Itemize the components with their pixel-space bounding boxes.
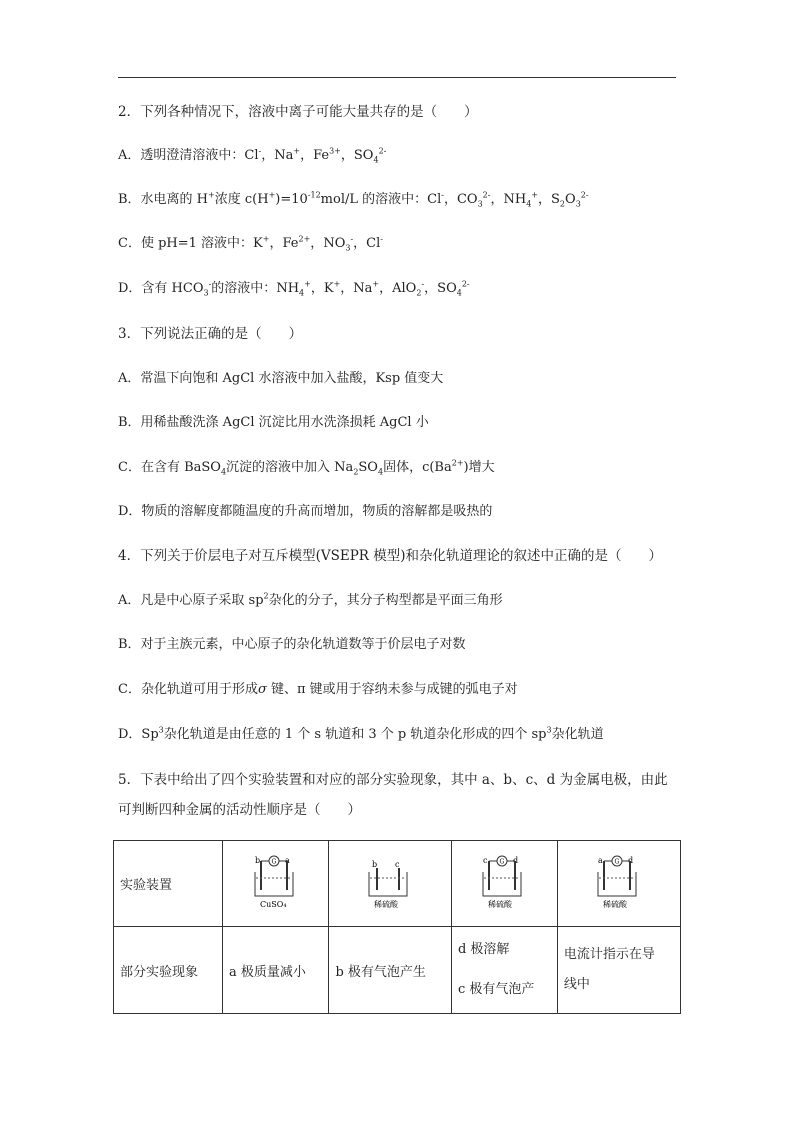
galvanic-cell-diagram [241,854,311,914]
svg-text:d: d [627,855,634,865]
q3-option-d: D．物质的溶解度都随温度的升高而增加，物质的溶解都是吸热的 [118,504,493,519]
observation-2: b 极有气泡产生 [329,927,452,1014]
svg-text:G: G [499,858,505,865]
svg-text:b: b [254,855,260,865]
q4-option-d: D．Sp$^3$杂化轨道是由任意的 1 个 s 轨道和 3 个 p 轨道杂化形成的四个 $sp^3$杂化轨道 [118,725,604,742]
apparatus-4 [557,841,680,927]
row-header-observations: 部分实验现象 [114,927,223,1014]
apparatus-3 [451,841,557,927]
q3-option-c: C．在含有 BaSO$_4$沉淀的溶液中加入 $Na_2SO_4$固体，$c(Ba^{2+})$增大 [118,458,495,477]
svg-text:b: b [372,859,378,869]
q5-stem-line2: 可判断四种金属的活动性顺序是（ ） [118,802,361,818]
q4-stem: 4．下列关于价层电子对互斥模型(VSEPR 模型)和杂化轨道理论的叙述中正确的是（ ） [118,548,663,564]
table-row-observations [114,927,681,1014]
galvanic-cell-diagram [584,854,654,914]
svg-text:稀硫酸: 稀硫酸 [374,899,399,909]
svg-text:CuSO₄: CuSO₄ [259,899,287,909]
svg-text:a: a [284,855,290,865]
q3-stem: 3．下列说法正确的是（ ） [118,326,303,342]
observation-4: 电流计指示在导 线中 [557,927,680,1014]
svg-text:c: c [483,855,488,865]
q2-option-c: C．使 pH=1 溶液中：K+，$Fe^{2+}$，$NO_3^-$，Cl- [118,234,383,253]
table-row-apparatus [114,841,681,927]
svg-text:d: d [513,855,519,865]
apparatus-1 [223,841,329,927]
observation-1: a 极质量减小 [223,927,329,1014]
observation-3: d 极溶解 c 极有气泡产 [451,927,557,1014]
q4-option-c: C．杂化轨道可用于形成σ 键、π 键或用于容纳未参与成键的弧电子对 [118,682,518,697]
row-header-apparatus: 实验装置 [114,841,223,927]
svg-text:稀硫酸: 稀硫酸 [488,899,513,909]
q3-option-b: B．用稀盐酸洗涤 AgCl 沉淀比用水洗涤损耗 AgCl 小 [118,415,429,430]
galvanic-cell-diagram [469,854,539,914]
q4-option-a: A．凡是中心原子采取 $sp^2$杂化的分子，其分子构型都是平面三角形 [118,591,503,608]
experiment-table [113,840,681,1014]
svg-text:G: G [271,858,277,865]
q2-stem: 2．下列各种情况下，溶液中离子可能大量共存的是（ ） [118,104,478,120]
q2-option-b: B．水电离的 H+浓度 $c(H^+)=10^{-12}mol/L$ 的溶液中：Cl-，$CO_3^{2-}$，$NH_4^+$，$S_2O_3^{2-}$ [118,190,589,209]
q3-option-a: A．常温下向饱和 AgCl 水溶液中加入盐酸，Ksp 值变大 [118,371,444,386]
svg-text:稀硫酸: 稀硫酸 [602,899,627,909]
svg-text:c: c [395,859,400,869]
svg-text:a: a [597,855,603,865]
q5-stem-line1: 5．下表中给出了四个实验装置和对应的部分实验现象，其中 a、b、c、d 为金属电极，由此 [118,772,668,788]
svg-text:G: G [614,858,620,865]
q4-option-b: B．对于主族元素，中心原子的杂化轨道数等于价层电子对数 [118,637,466,652]
q2-option-a: A．透明澄清溶液中：Cl-，Na+，$Fe^{3+}$，$SO_4^{2-}$ [118,146,387,165]
electrodes-in-acid-diagram [355,854,425,914]
apparatus-2 [329,841,452,927]
header-rule [118,77,676,78]
q2-option-d: D．含有 $HCO_3^-$的溶液中：$NH_4^+$，K+，Na+，AlO$_2$-，$SO_4^{2-}$ [118,279,470,298]
